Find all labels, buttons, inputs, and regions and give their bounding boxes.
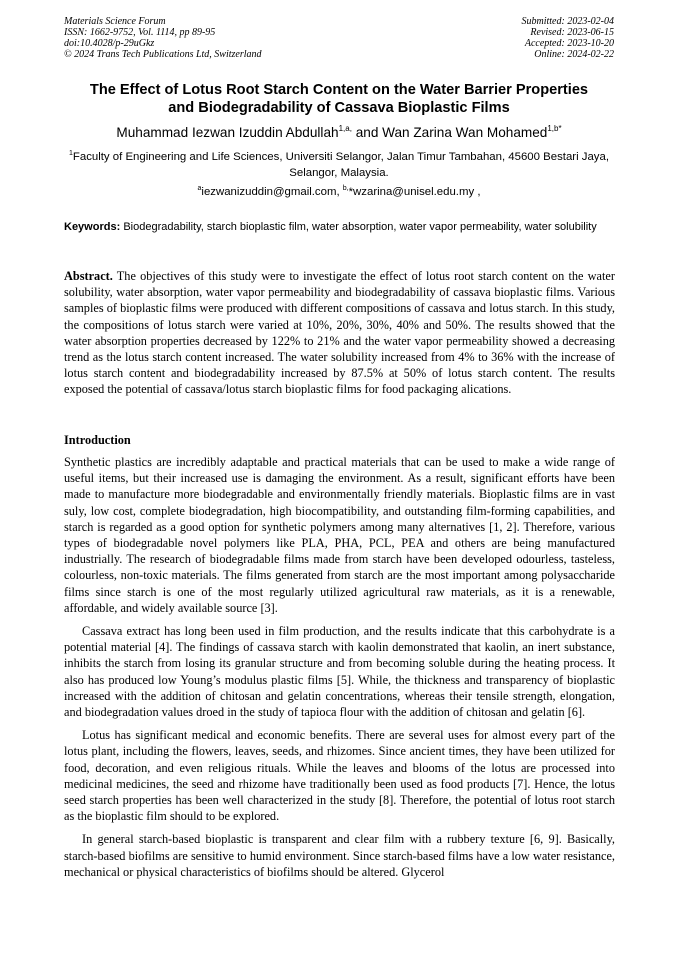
publication-dates xyxy=(522,16,615,60)
journal-name: Materials Science Forum xyxy=(64,16,166,27)
author-emails xyxy=(50,185,628,200)
date-submitted: Submitted: 2023-02-04 xyxy=(521,16,614,27)
email-link[interactable]: iezwanizuddin@gmail.com, xyxy=(201,186,340,198)
keywords-text: Biodegradability, starch bioplastic film, water absorption, water vapor permeability, water solubility xyxy=(123,221,597,233)
author-list xyxy=(20,124,658,141)
abstract-label: Abstract. xyxy=(64,269,113,283)
affiliation-text: Faculty of Engineering and Life Sciences, Universiti Selangor, Jalan Timur Tambahan, 45600 Bestari Jaya, Selangor, Malaysia. xyxy=(72,151,609,179)
paragraph: In general starch-based bioplastic is transparent and clear film with a rubbery texture [6, 9]. Basically, starch-based biofilms are sensitive to humid environment. Since starch-based films have a low water resistance, mechanical or physical characteristics of biofilms should be altered. Glycerol xyxy=(64,832,615,879)
author-name: Muhammad Iezwan Izuddin Abdullah xyxy=(116,125,339,140)
section-heading: Introduction xyxy=(64,433,131,447)
email-mark: b, xyxy=(342,185,349,192)
paragraph: Synthetic plastics are incredibly adaptable and practical materials that can be used to make a wide range of useful items, but their increased use is damaging the environment. As a result, significant efforts have been made to manufacture more biodegradable and environmentally friendly materials. Bioplastic films are in vast suly, low cost, complete biodegradation, high biocompatibility, and outstanding film-forming capabilities, and starch is regarded as a good option for synthetic polymers among many alternatives [1, 2]. Therefore, various types of biodegradable novel polymers like PLA, PHA, PCL, PEA and others are being manufactured industrially. The research of biodegradable films made from starch have been developed odourless, tasteless, colourless, non-toxic materials. The films generated from starch are the most important among polysaccharide films since starch is one of the most regularly utilized agricultural raw materials, as it is a renewable, affordable, and widely available source [3]. xyxy=(64,455,615,615)
journal-issn: ISSN: 1662-9752, Vol. 1114, pp 89-95 xyxy=(64,27,216,38)
email-link[interactable]: *wzarina@unisel.edu.my , xyxy=(348,186,481,198)
author-affiliation-mark: 1,b* xyxy=(547,124,562,133)
date-accepted: Accepted: 2023-10-20 xyxy=(524,38,614,49)
paragraph: Cassava extract has long been used in film production, and the results indicate that this carbohydrate is a potential material [4]. The findings of cassava starch with kaolin demonstrated that kaolin, an inert substance, inhibits the starch from losing its granular structure and from becoming soluble during the heating process. It also has produced low Young’s modulus plastic films [5]. While, the thickness and transparency of bioplastic increased with the addition of chitosan and gelatin concentrations, whereas their tensile strength, elongation, and biodegradation values droed in the study of tapioca flour with the addition of chitosan and gelatin [6]. xyxy=(64,624,615,720)
title-line-2: and Biodegradability of Cassava Bioplastic Films xyxy=(168,100,510,116)
introduction-body xyxy=(64,454,615,887)
paper-title xyxy=(40,81,638,117)
date-revised: Revised: 2023-06-15 xyxy=(530,27,614,38)
author-joiner: and xyxy=(351,125,383,140)
keywords-label: Keywords: xyxy=(64,221,121,233)
journal-doi: doi:10.4028/p-29uGkz xyxy=(64,38,155,49)
title-line-1: The Effect of Lotus Root Starch Content on the Water Barrier Properties xyxy=(89,82,589,98)
affiliation-mark: 1 xyxy=(69,150,73,157)
email-mark: a xyxy=(197,185,202,192)
journal-info xyxy=(64,16,262,60)
date-online: Online: 2024-02-22 xyxy=(534,49,614,60)
abstract xyxy=(64,268,615,398)
author-affiliation-mark: 1,a, xyxy=(338,124,352,133)
keywords xyxy=(64,220,615,235)
journal-copyright: © 2024 Trans Tech Publications Ltd, Switzerland xyxy=(64,49,262,60)
paragraph: Lotus has significant medical and economic benefits. There are several uses for almost every part of the lotus plant, including the flowers, leaves, seeds, and rhizomes. Since ancient times, they have been utilized for food, decoration, and even religious rituals. While the leaves and blooms of the lotus are processed into medicinal medicines, the seed and rhizome have traditionally been used as food products [7]. Hence, the lotus seed starch properties has been well characterized in the study [8]. Therefore, the potential of lotus root starch as the bioplastic film should to be explored. xyxy=(64,728,615,824)
author-name: Wan Zarina Wan Mohamed xyxy=(382,125,548,140)
abstract-text: The objectives of this study were to investigate the effect of lotus root starch content on the water solubility, water absorption, water vapor permeability and biodegradability of cassava bioplastic films. Various samples of bioplastic films were produced with different compositions of cassava and lotus starch. In this study, the compositions of lotus starch were varied at 10%, 20%, 30%, 40% and 50%. The results showed that the water absorption properties decreased by 122% to 21% and the water vapor permeability showed a decreasing trend as the lotus starch content increased. The water solubility increased from 4% to 36% with the increase of lotus starch content and biodegradability increased by 87.5% at 50% of lotus starch content. The results exposed the potential of cassava/lotus starch bioplastic films for food packaging alications. xyxy=(64,269,615,397)
affiliation xyxy=(50,150,628,181)
